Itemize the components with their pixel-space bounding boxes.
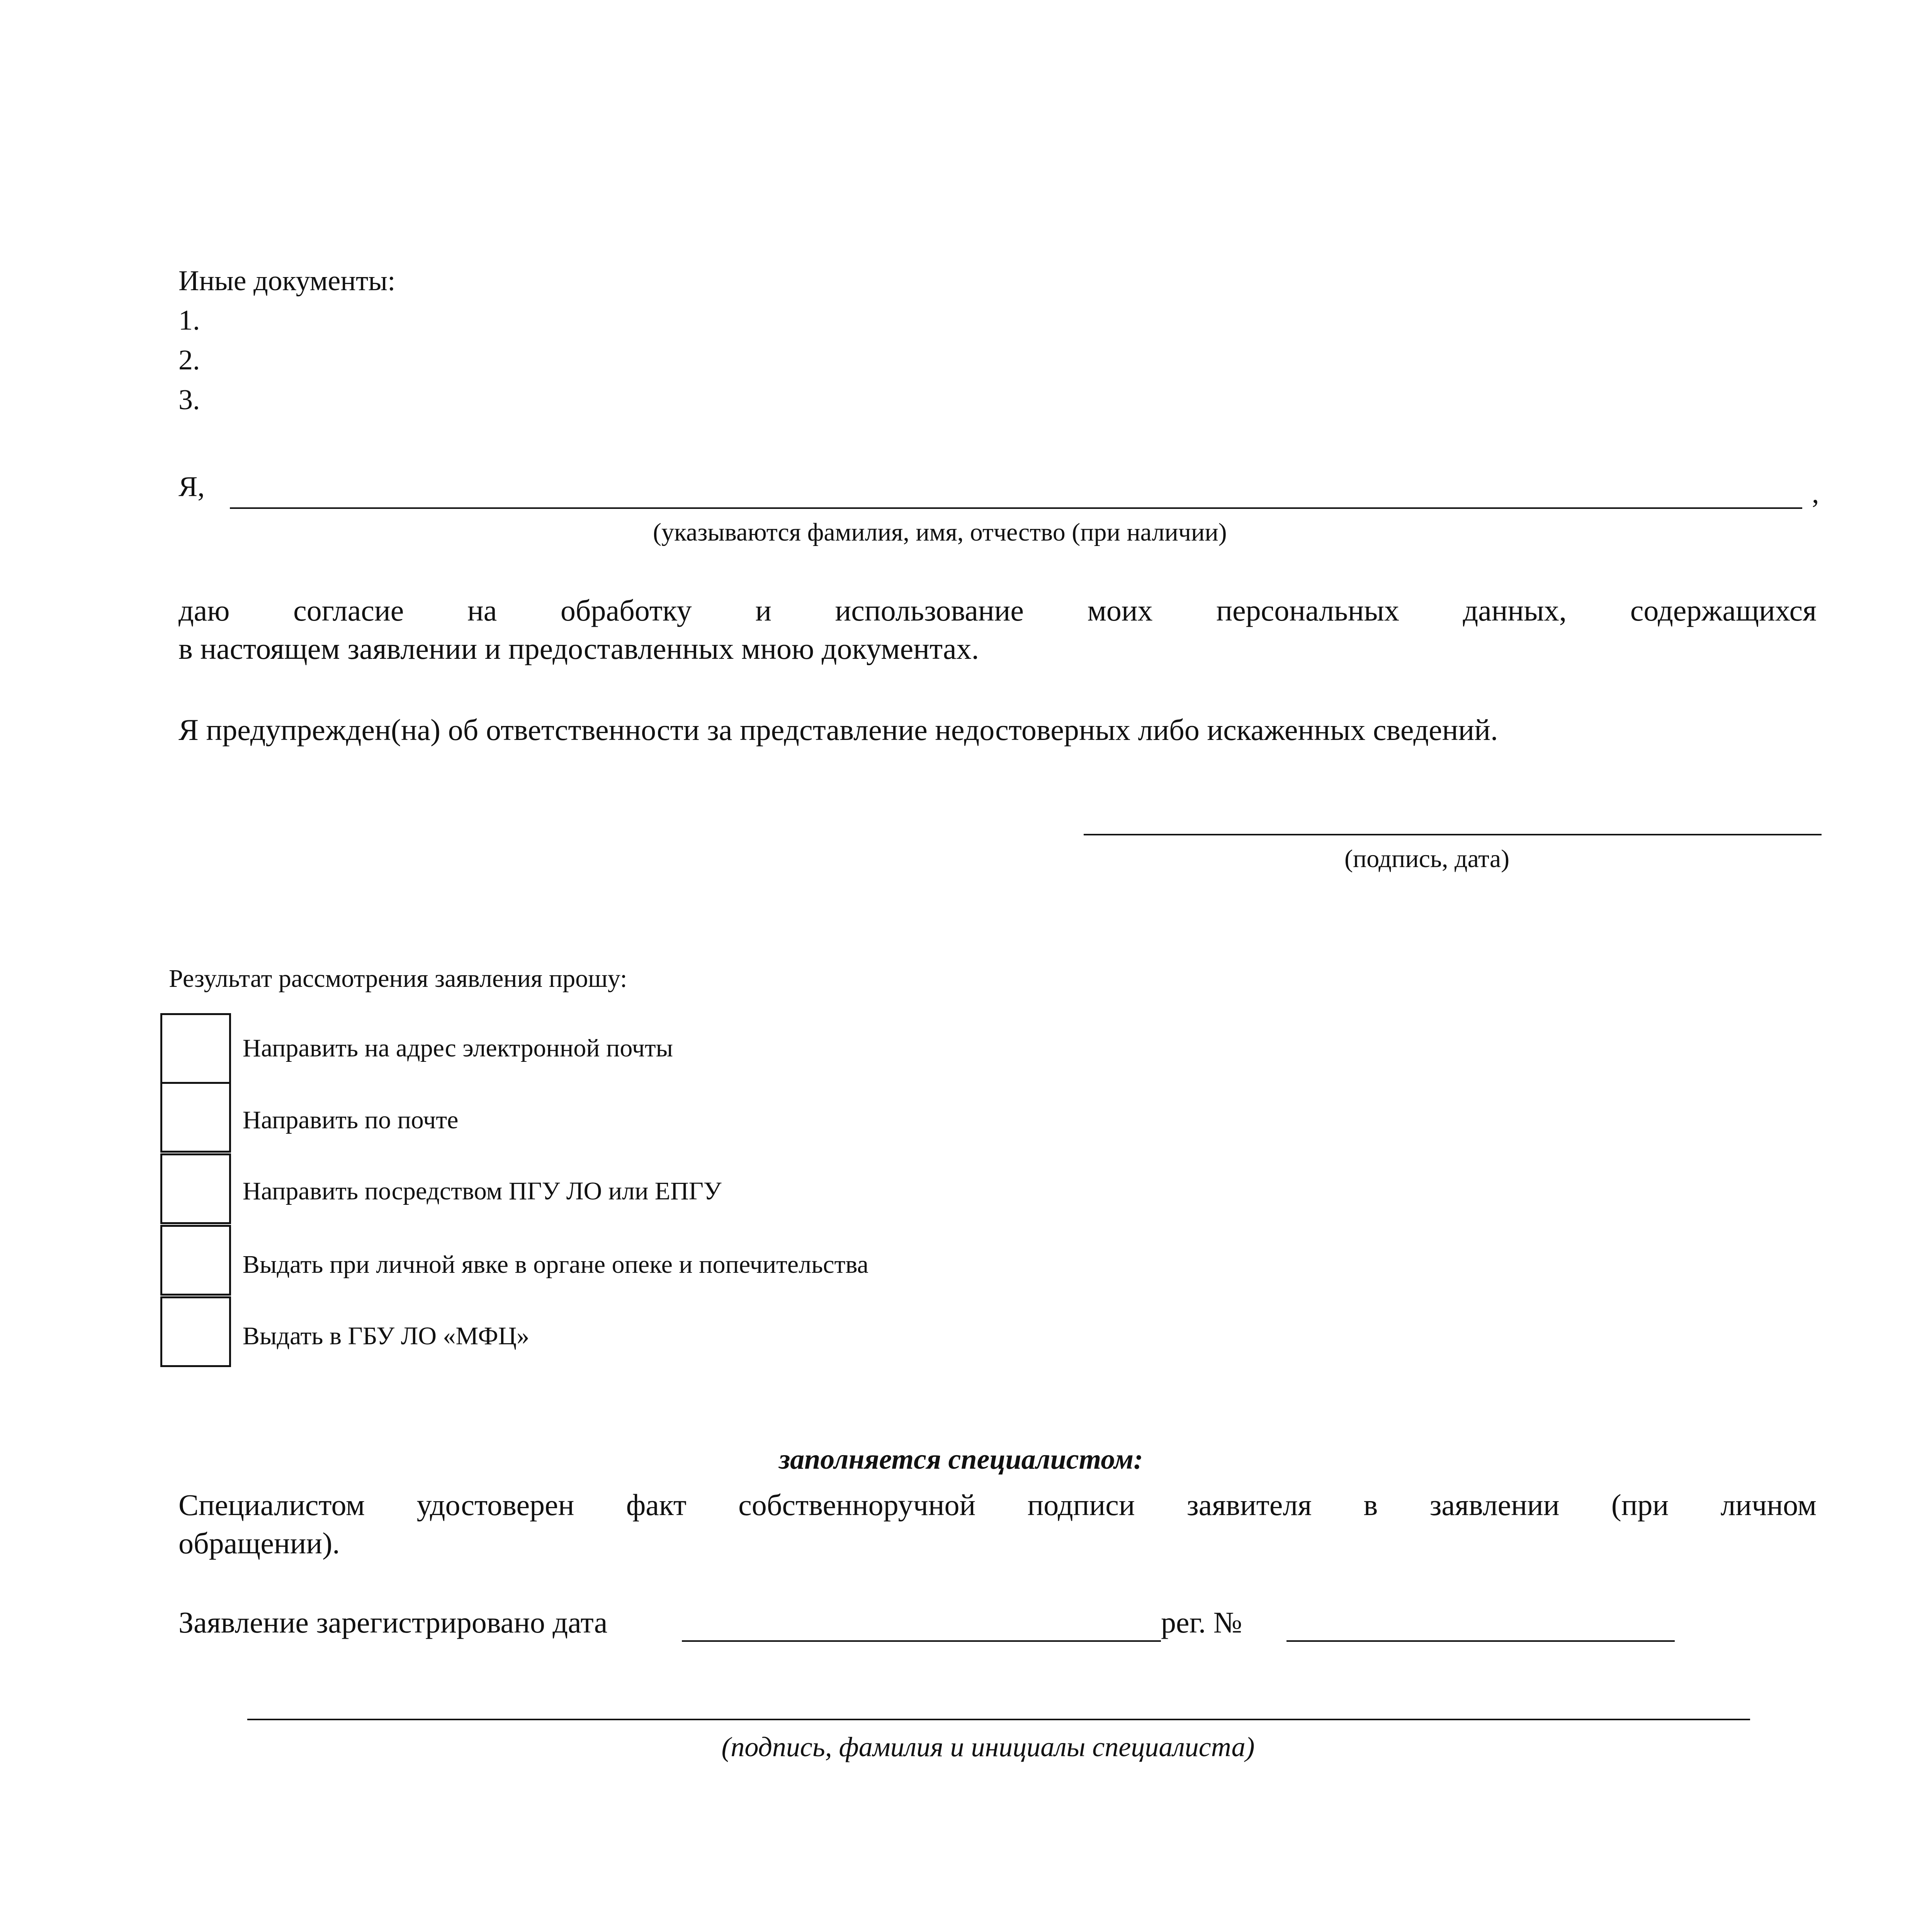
option-portal-label: Направить посредством ПГУ ЛО или ЕПГУ: [243, 1177, 722, 1205]
checkbox-mfc[interactable]: [160, 1296, 231, 1367]
specialist-word: Специалистом: [178, 1488, 365, 1522]
specialist-signature-line: [247, 1719, 1750, 1720]
specialist-word: подписи: [1027, 1488, 1135, 1522]
registration-number-label: рег. №: [1161, 1605, 1242, 1639]
specialist-word: личном: [1720, 1488, 1817, 1522]
option-email-label: Направить на адрес электронной почты: [243, 1034, 673, 1062]
consent-text-line-1: [178, 593, 1817, 628]
consent-word: моих: [1087, 594, 1153, 627]
consent-word: даю: [178, 594, 230, 627]
checkbox-portal[interactable]: [160, 1153, 231, 1224]
option-mfc-label: Выдать в ГБУ ЛО «МФЦ»: [243, 1322, 530, 1350]
registered-date-label: Заявление зарегистрировано дата: [178, 1605, 608, 1639]
applicant-signature-line: [1084, 834, 1822, 835]
specialist-word: заявлении: [1429, 1488, 1560, 1522]
consent-word: обработку: [560, 594, 692, 627]
consent-text-line-2: в настоящем заявлении и предоставленных мною документах.: [178, 632, 979, 665]
consent-word: данных,: [1463, 594, 1567, 627]
result-heading: Результат рассмотрения заявления прошу:: [169, 964, 627, 993]
checkbox-in-person[interactable]: [160, 1225, 231, 1296]
fio-input-line: [230, 507, 1802, 509]
other-documents-heading: Иные документы:: [178, 265, 396, 297]
specialist-text-line-1: [178, 1488, 1817, 1522]
consent-word: на: [467, 594, 497, 627]
fio-comma: ,: [1812, 478, 1819, 509]
checkbox-email[interactable]: [160, 1013, 231, 1084]
specialist-heading: заполняется специалистом:: [779, 1444, 1143, 1475]
consent-word: содержащихся: [1630, 594, 1817, 627]
option-in-person-label: Выдать при личной явке в органе опеке и попечительства: [243, 1250, 868, 1279]
consent-word: и: [755, 594, 772, 627]
specialist-word: (при: [1611, 1488, 1669, 1522]
consent-word: персональных: [1216, 594, 1399, 627]
applicant-signature-hint: (подпись, дата): [1344, 845, 1510, 873]
specialist-word: собственноручной: [738, 1488, 976, 1522]
fio-hint: (указываются фамилия, имя, отчество (при наличии): [653, 518, 1227, 546]
consent-word: согласие: [293, 594, 404, 627]
specialist-text-line-2: обращении).: [178, 1526, 340, 1560]
registration-number-line: [1286, 1640, 1675, 1642]
specialist-word: заявителя: [1186, 1488, 1312, 1522]
checkbox-post[interactable]: [160, 1082, 231, 1153]
other-document-item-2: 2.: [178, 344, 200, 376]
other-document-item-1: 1.: [178, 304, 200, 336]
liability-warning: Я предупрежден(на) об ответственности за представление недостоверных либо искаженных сведений.: [178, 713, 1498, 747]
option-post-label: Направить по почте: [243, 1106, 459, 1134]
i-label: Я,: [178, 471, 205, 503]
other-document-item-3: 3.: [178, 384, 200, 416]
specialist-word: в: [1363, 1488, 1378, 1522]
specialist-word: факт: [626, 1488, 687, 1522]
consent-word: использование: [835, 594, 1024, 627]
specialist-signature-hint: (подпись, фамилия и инициалы специалиста): [721, 1731, 1255, 1762]
registration-date-line: [682, 1640, 1161, 1642]
specialist-word: удостоверен: [416, 1488, 574, 1522]
